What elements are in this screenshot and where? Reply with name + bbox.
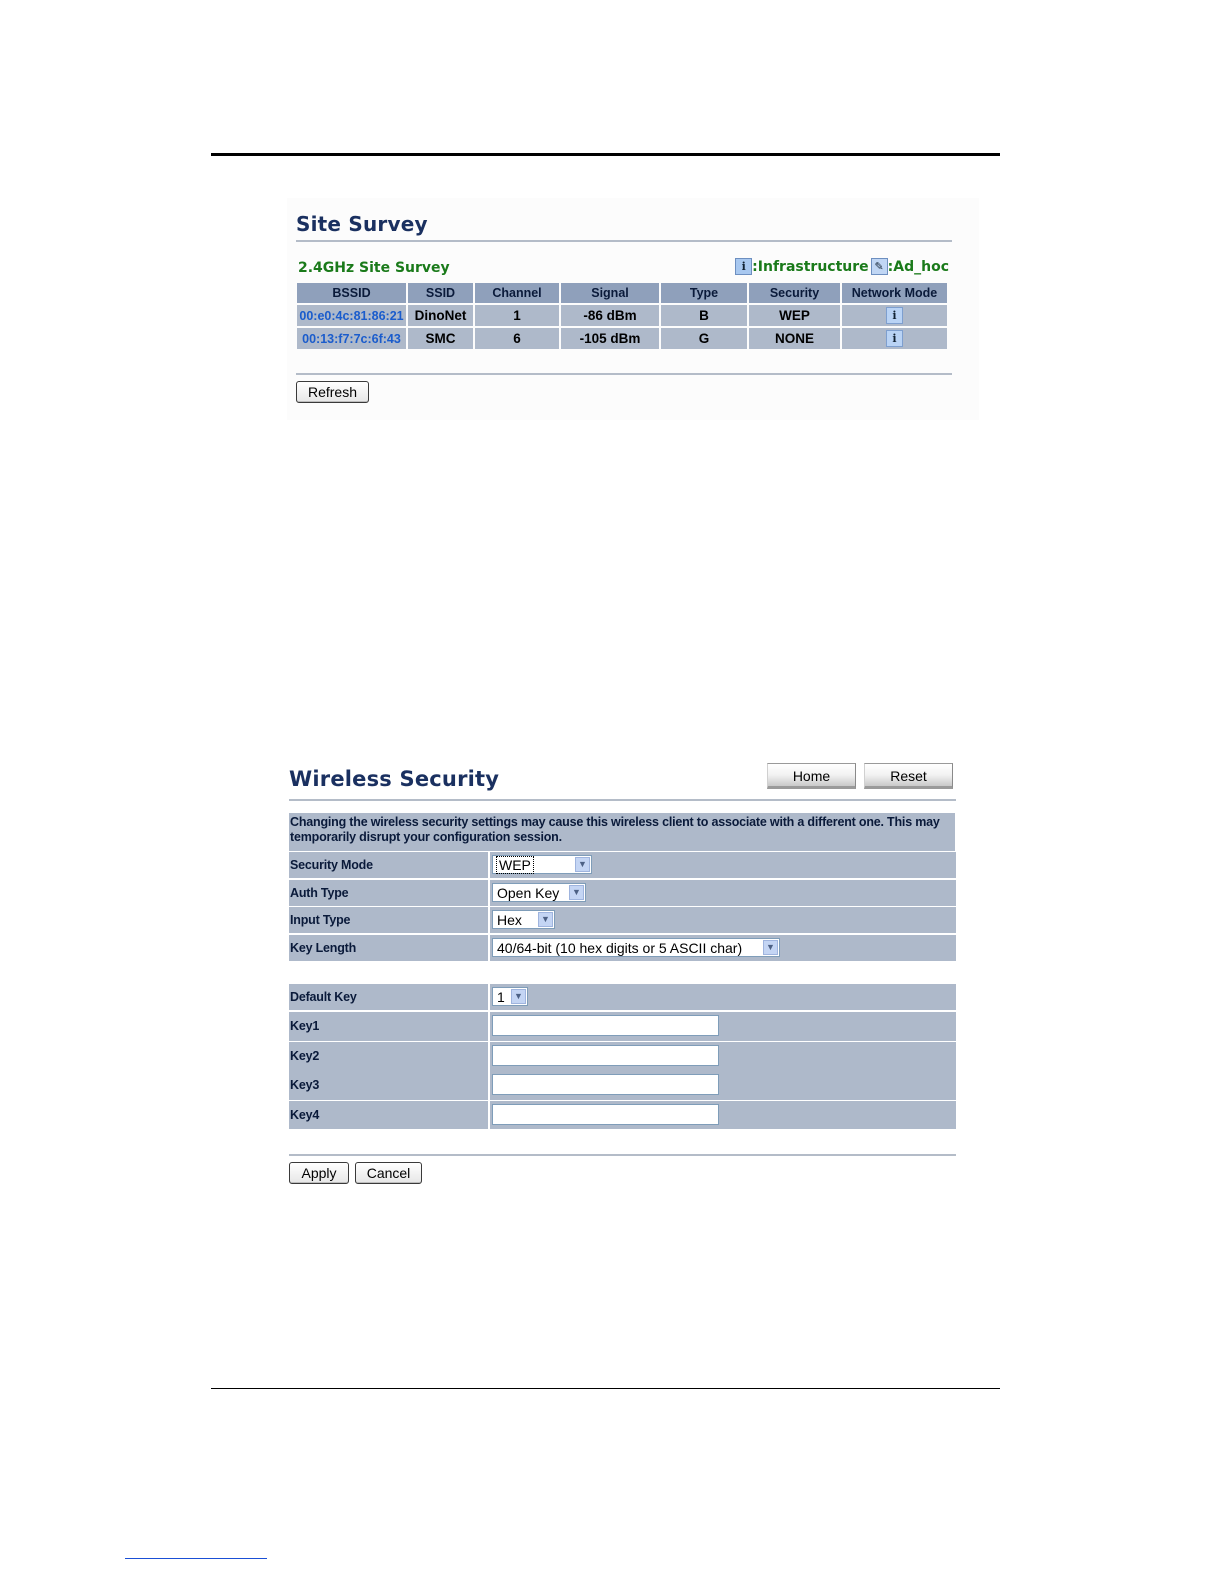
- bssid-link[interactable]: 00:e0:4c:81:86:21: [299, 309, 404, 323]
- security-cell: NONE: [749, 328, 840, 349]
- chevron-down-icon[interactable]: ▼: [575, 857, 590, 872]
- table-row: [297, 305, 947, 326]
- default-key-select[interactable]: [492, 987, 528, 1006]
- signal-cell: -105 dBm: [561, 328, 659, 349]
- site-survey-panel: [287, 198, 979, 420]
- cancel-button[interactable]: Cancel: [355, 1162, 422, 1184]
- wireless-security-title: Wireless Security: [289, 767, 500, 791]
- type-cell: B: [661, 305, 747, 326]
- network-mode-legend: [735, 258, 951, 275]
- default-key-selected-value: 1: [497, 989, 505, 1005]
- legend-infrastructure-label: :Infrastructure: [752, 258, 869, 275]
- key-length-value-cell: [490, 935, 956, 961]
- security-mode-value-cell: [490, 852, 956, 878]
- auth-type-label: Auth Type: [289, 880, 488, 906]
- chevron-down-icon[interactable]: ▼: [569, 885, 584, 900]
- bssid-cell: [297, 328, 406, 349]
- column-header-network-mode: Network Mode: [842, 283, 947, 303]
- security-mode-selected-value: WEP: [499, 857, 531, 873]
- column-header-type: Type: [661, 283, 747, 303]
- auth-type-value-cell: [490, 880, 956, 906]
- legend-adhoc-label: :Ad_hoc: [887, 258, 949, 275]
- key2-row: [289, 1042, 956, 1071]
- network-mode-cell: [842, 328, 947, 349]
- apply-button[interactable]: Apply: [289, 1162, 349, 1184]
- auth-type-select[interactable]: [492, 883, 586, 902]
- key3-input[interactable]: [492, 1074, 719, 1095]
- wireless-security-title-rule: [289, 799, 956, 801]
- key2-value-cell: [490, 1042, 956, 1071]
- home-button[interactable]: Home: [767, 763, 856, 789]
- key4-value-cell: [490, 1101, 956, 1129]
- security-mode-row: [289, 852, 956, 878]
- key1-label: Key1: [289, 1012, 488, 1041]
- site-survey-table: [295, 281, 949, 351]
- key4-row: [289, 1101, 956, 1129]
- column-header-bssid: BSSID: [297, 283, 406, 303]
- ssid-cell: SMC: [408, 328, 473, 349]
- security-mode-label: Security Mode: [289, 852, 488, 878]
- network-mode-cell: [842, 305, 947, 326]
- default-key-label: Default Key: [289, 984, 488, 1010]
- auth-type-row: [289, 880, 956, 906]
- input-type-selected-value: Hex: [497, 912, 522, 928]
- security-mode-select[interactable]: [492, 855, 592, 874]
- input-type-value-cell: [490, 907, 956, 933]
- key1-input[interactable]: [492, 1015, 719, 1036]
- footer-link-underline: [125, 1558, 267, 1559]
- chevron-down-icon[interactable]: ▼: [511, 989, 526, 1004]
- site-survey-title-rule: [296, 240, 952, 242]
- key2-label: Key2: [289, 1042, 488, 1071]
- key3-row: [289, 1071, 956, 1100]
- key4-input[interactable]: [492, 1104, 719, 1125]
- key1-row: [289, 1012, 956, 1041]
- signal-cell: -86 dBm: [561, 305, 659, 326]
- column-header-signal: Signal: [561, 283, 659, 303]
- key2-input[interactable]: [492, 1045, 719, 1066]
- key-length-selected-value: 40/64-bit (10 hex digits or 5 ASCII char): [497, 940, 743, 956]
- table-header-row: [297, 283, 947, 303]
- key-length-label: Key Length: [289, 935, 488, 961]
- key1-value-cell: [490, 1012, 956, 1041]
- refresh-button[interactable]: Refresh: [296, 381, 369, 403]
- wireless-security-bottom-rule: [289, 1154, 956, 1156]
- security-cell: WEP: [749, 305, 840, 326]
- auth-type-selected-value: Open Key: [497, 885, 560, 901]
- site-survey-bottom-rule: [296, 373, 952, 375]
- column-header-ssid: SSID: [408, 283, 473, 303]
- input-type-label: Input Type: [289, 907, 488, 933]
- key-length-row: [289, 935, 956, 961]
- channel-cell: 1: [475, 305, 559, 326]
- bssid-cell: [297, 305, 406, 326]
- default-key-row: [289, 984, 956, 1010]
- page-bottom-rule: [211, 1388, 1000, 1389]
- site-survey-title: Site Survey: [296, 212, 428, 236]
- column-header-security: Security: [749, 283, 840, 303]
- security-notice: Changing the wireless security settings may cause this wireless client to associate with a different one. This may temporarily disrupt your configuration session.: [289, 813, 955, 851]
- key3-label: Key3: [289, 1071, 488, 1100]
- table-row: [297, 328, 947, 349]
- wireless-security-panel: [282, 755, 962, 1195]
- page-top-rule: [211, 153, 1000, 156]
- chevron-down-icon[interactable]: ▼: [538, 912, 553, 927]
- column-header-channel: Channel: [475, 283, 559, 303]
- reset-button[interactable]: Reset: [864, 763, 953, 789]
- default-key-value-cell: [490, 984, 956, 1010]
- bssid-link[interactable]: 00:13:f7:7c:6f:43: [302, 332, 401, 346]
- input-type-row: [289, 907, 956, 933]
- key-length-select[interactable]: [492, 938, 780, 957]
- chevron-down-icon[interactable]: ▼: [763, 940, 778, 955]
- input-type-select[interactable]: [492, 910, 555, 929]
- info-icon: i: [735, 258, 752, 275]
- pencil-icon: ✎: [871, 258, 888, 275]
- info-icon: i: [886, 330, 903, 347]
- type-cell: G: [661, 328, 747, 349]
- key4-label: Key4: [289, 1101, 488, 1129]
- info-icon: i: [886, 307, 903, 324]
- key3-value-cell: [490, 1071, 956, 1100]
- channel-cell: 6: [475, 328, 559, 349]
- ssid-cell: DinoNet: [408, 305, 473, 326]
- site-survey-subtitle: 2.4GHz Site Survey: [298, 260, 450, 276]
